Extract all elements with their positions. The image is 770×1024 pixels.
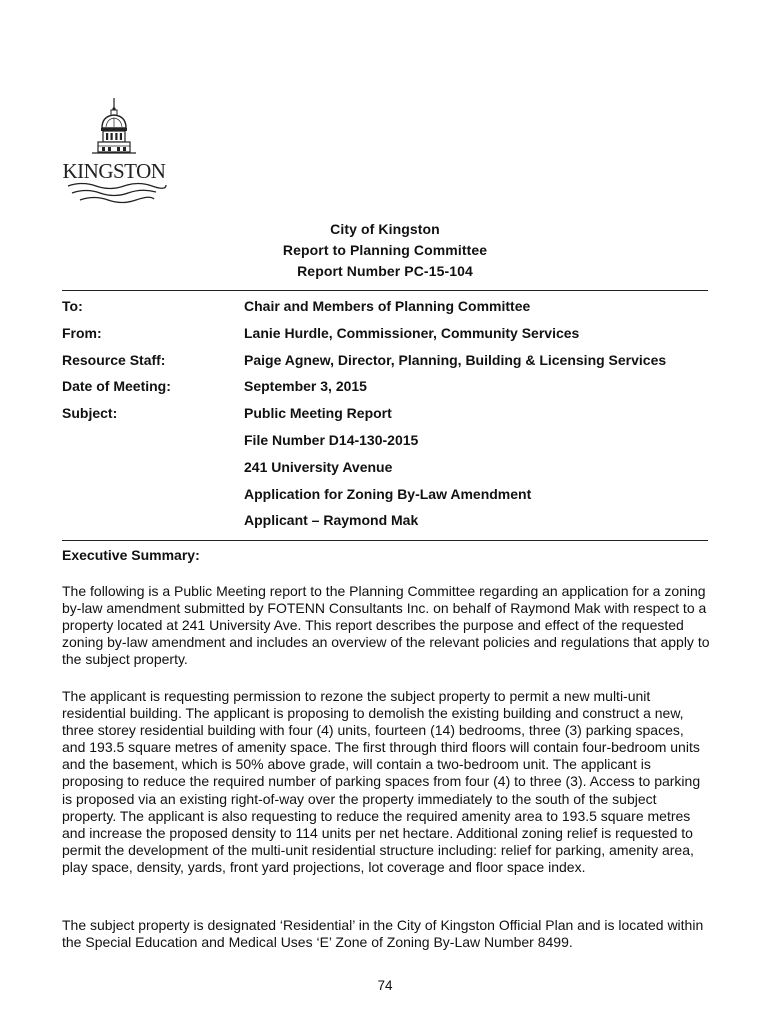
header-committee: Report to Planning Committee (282, 242, 488, 258)
from-label: From: (62, 324, 102, 341)
meta-row-subject-cont (62, 457, 708, 484)
divider-bottom (62, 540, 708, 541)
meta-row-to (62, 296, 708, 323)
subject-line: 241 University Avenue (244, 458, 393, 475)
subject-label: Subject: (62, 405, 118, 422)
to-value: Chair and Members of Planning Committee (244, 298, 531, 314)
meta-row-staff (62, 350, 708, 377)
meta-row-subject (62, 403, 708, 430)
date-value: September 3, 2015 (244, 378, 367, 395)
svg-text:KINGSTON: KINGSTON (62, 159, 166, 183)
subject-line: Public Meeting Report (244, 405, 392, 422)
page-number: 74 (377, 978, 393, 993)
staff-label: Resource Staff: (62, 351, 166, 368)
meta-row-from (62, 323, 708, 350)
meta-row-subject-cont (62, 484, 708, 511)
executive-summary-heading: Executive Summary: (62, 547, 200, 563)
city-hall-dome-icon (62, 98, 172, 206)
kingston-logo (62, 98, 172, 206)
header-city: City of Kingston (330, 221, 440, 237)
meta-row-date (62, 376, 708, 403)
staff-value: Paige Agnew, Director, Planning, Building & Licensing Services (244, 351, 667, 368)
meta-row-subject-cont (62, 430, 708, 457)
summary-paragraph: The following is a Public Meeting report to the Planning Committee regarding an application for a zoning by-law amendment submitted by FOTENN Consultants Inc. on behalf of Raymond Mak with respect to a property located at 241 University Ave. This report describes the purpose and effect of the requested zoning by-law amendment and includes an overview of the relevant policies and regulations that apply to the subject property. (62, 583, 710, 668)
subject-line: Applicant – Raymond Mak (244, 512, 419, 529)
subject-line: File Number D14-130-2015 (244, 431, 419, 448)
from-value: Lanie Hurdle, Commissioner, Community Services (244, 324, 580, 341)
divider-top (62, 290, 708, 291)
meta-row-subject-cont (62, 510, 708, 537)
header-report-number: Report Number PC-15-104 (297, 263, 473, 279)
to-label: To: (62, 298, 83, 314)
date-label: Date of Meeting: (62, 378, 171, 395)
report-metadata (62, 296, 708, 537)
report-header (0, 219, 770, 282)
summary-paragraph: The applicant is requesting permission to rezone the subject property to permit a new multi-unit residential building. The applicant is proposing to demolish the existing building and construct a new, three storey residential building with four (4) units, fourteen (14) bedrooms, three (3) parking spaces, and 193.5 square metres of amenity space. The first through third floors will contain four-bedroom units and the basement, which is 50% above grade, will contain a two-bedroom unit. The applicant is proposing to reduce the required number of parking spaces from four (4) to three (3). Access to parking is proposed via an existing right-of-way over the property immediately to the south of the subject property. The applicant is also requesting to reduce the required amenity area to 193.5 square metres and increase the proposed density to 114 units per net hectare. Additional zoning relief is requested to permit the development of the multi-unit residential structure including: relief for parking, amenity area, play space, density, yards, front yard projections, lot coverage and floor space index. (62, 688, 701, 875)
subject-line: Application for Zoning By-Law Amendment (244, 485, 532, 502)
summary-paragraph: The subject property is designated ‘Residential’ in the City of Kingston Official Plan and is located within the Special Education and Medical Uses ‘E’ Zone of Zoning By-Law Number 8499. (62, 917, 704, 951)
